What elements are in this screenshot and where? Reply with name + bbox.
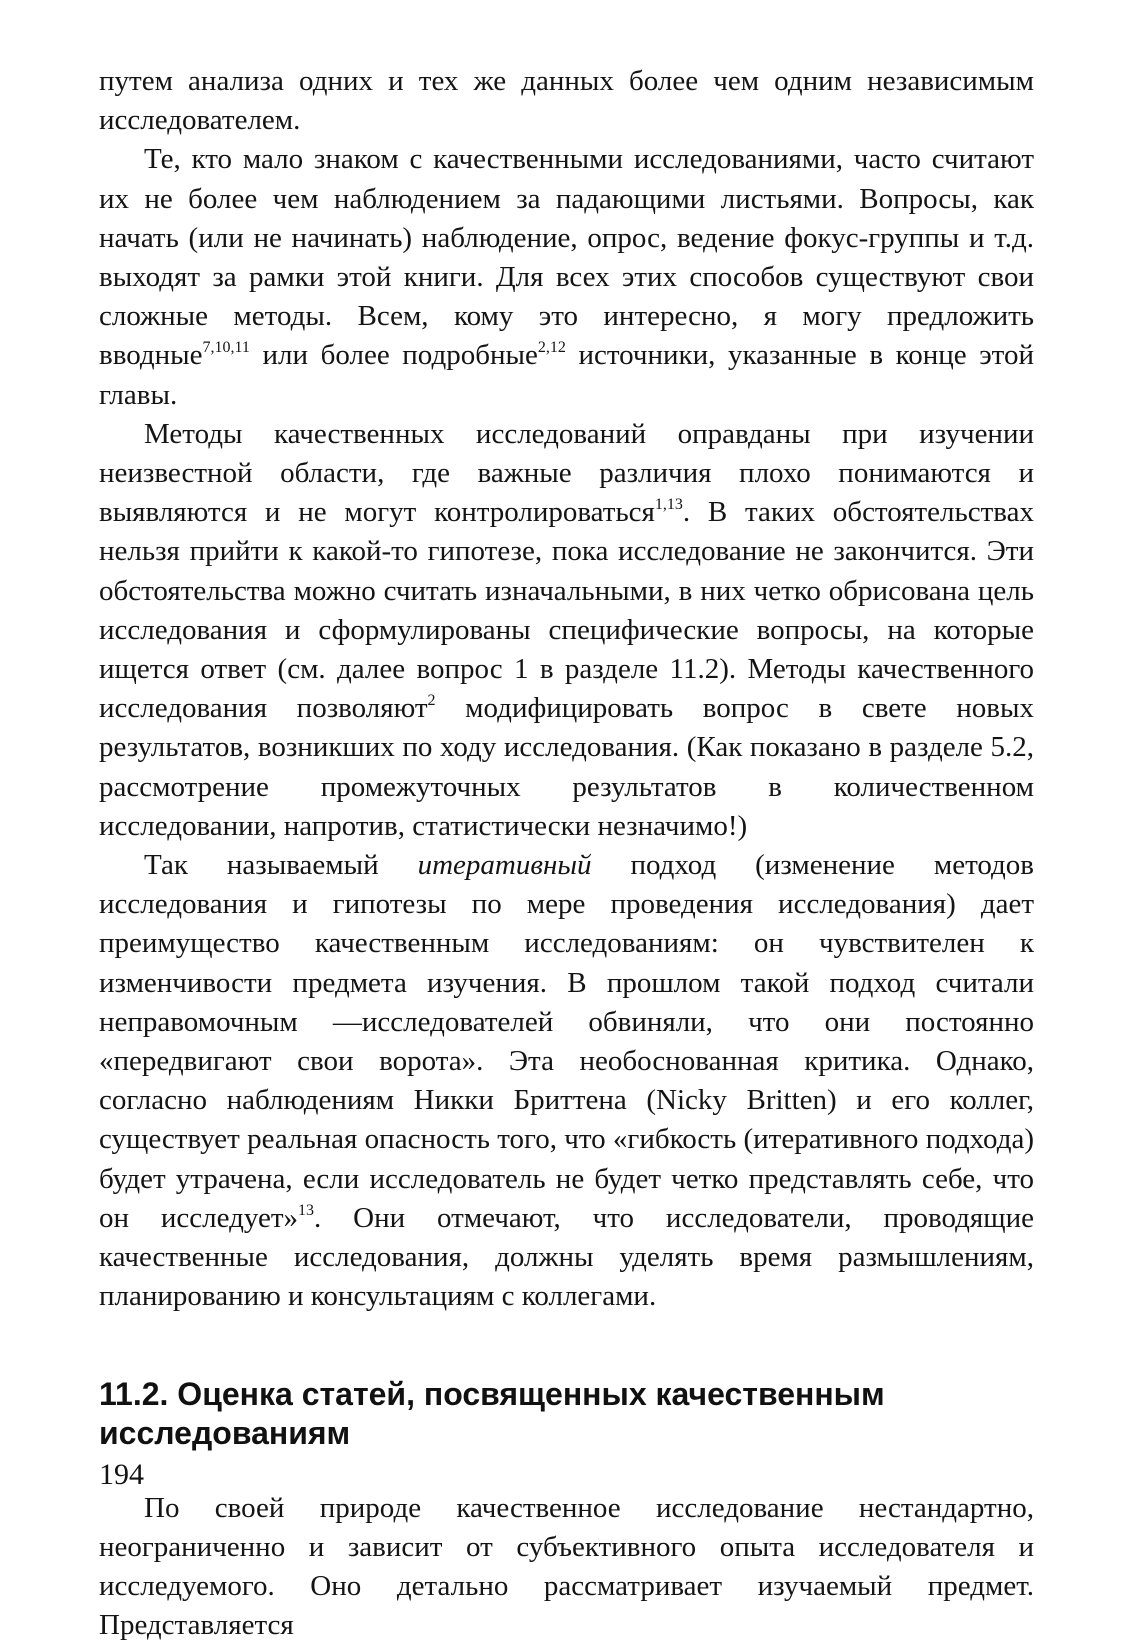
- paragraph-4-text-c: . Они отмечают, что исследователи, проводящие качественные исследования, должны уделять время размышлениям, планированию и консультациям с коллегами.: [99, 1202, 1034, 1312]
- citation-superscript: 2,12: [538, 339, 566, 356]
- citation-superscript: 13: [298, 1202, 314, 1219]
- paragraph-4-text-b: подход (изменение методов исследования и гипотезы по мере проведения исследования) дает преимущество качественным исследованиям: он чувствителен к изменчивости предмета изучения. В прошлом такой подход считали неправомочным —исследователей обвиняли, что они постоянно «передвигают свои ворота». Эта необоснованная критика. Однако, согласно наблюдениям Никки Бриттена (Nicky Britten) и его коллег, существует реальная опасность того, что «гибкость (итеративного подхода) будет утрачена, если исследователь не будет четко представлять себе, что он исследует»: [99, 849, 1034, 1234]
- page-body: [99, 62, 1034, 1645]
- paragraph-3: [99, 415, 1034, 846]
- section-heading: 11.2. Оценка статей, посвященных качественным исследованиям: [99, 1375, 1034, 1453]
- italic-term: итеративный: [418, 849, 592, 881]
- paragraph-5: По своей природе качественное исследование нестандартно, неограниченно и зависит от субъективного опыта исследователя и исследуемого. Оно детально рассматривает изучаемый предмет. Представляется: [99, 1489, 1034, 1645]
- citation-superscript: 1,13: [655, 496, 683, 513]
- paragraph-4-text-a: Так называемый: [144, 849, 418, 881]
- citation-superscript: 2: [428, 692, 436, 709]
- paragraph-3-text-c: модифицировать вопрос в свете новых результатов, возникших по ходу исследования. (Как показано в разделе 5.2, рассмотрение промежуточных результатов в количественном исследовании, напротив, статистически незначимо!): [99, 692, 1034, 842]
- paragraph-2: [99, 140, 1034, 414]
- page-number: 194: [99, 1458, 144, 1492]
- paragraph-1: путем анализа одних и тех же данных более чем одним независимым исследователем.: [99, 62, 1034, 140]
- paragraph-2-text-a: Те, кто мало знаком с качественными исследованиями, часто считают их не более чем наблюдением за падающими листьями. Вопросы, как начать (или не начинать) наблюдение, опрос, ведение фокус-группы и т.д. выходят за рамки этой книги. Для всех этих способов существуют свои сложные методы. Всем, кому это интересно, я могу предложить вводные: [99, 143, 1034, 371]
- paragraph-2-text-c: источники, указанные в конце этой главы.: [99, 339, 1034, 410]
- paragraph-2-text-b: или более подробные: [250, 339, 538, 371]
- paragraph-3-text-a: Методы качественных исследований оправданы при изучении неизвестной области, где важные различия плохо понимаются и выявляются и не могут контролироваться: [99, 418, 1034, 528]
- paragraph-4: [99, 846, 1034, 1316]
- paragraph-3-text-b: . В таких обстоятельствах нельзя прийти к какой-то гипотезе, пока исследование не закончится. Эти обстоятельства можно считать изначальными, в них четко обрисована цель исследования и сформулированы специфические вопросы, на которые ищется ответ (см. далее вопрос 1 в разделе 11.2). Методы качественного исследования позволяют: [99, 496, 1034, 724]
- citation-superscript: 7,10,11: [202, 339, 249, 356]
